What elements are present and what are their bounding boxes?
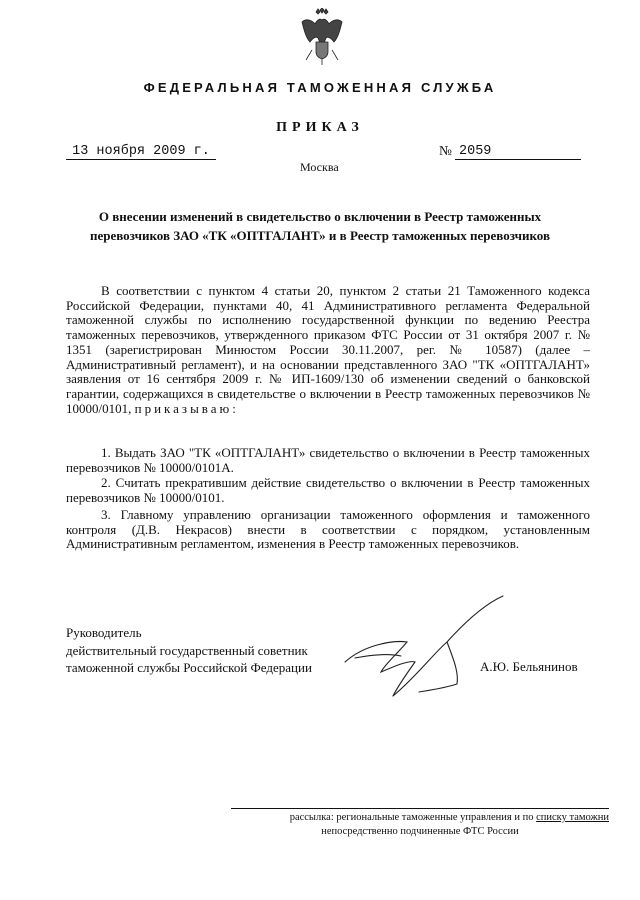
preamble-text: В соответствии с пунктом 4 статьи 20, пунктом 2 статьи 21 Таможенного кодекса Российской Федерации, пунктами 40, 41 Административного регламента Федеральной таможенной службы по исполнению государственной функции по ведению Реестра таможенных перевозчиков, утвержденного приказом ФТС России от 31 октября 2007 г. № 1351 (зарегистрирован Минюстом России 30.11.2007, рег. № 10587) (далее – Административный регламент), и на основании представленного ЗАО "ТК «ОПТГАЛАНТ» заявления от 16 сентября 2009 г. № ИП-1609/130 об изменении сведений о банковской гарантии, содержащихся в свидетельстве о включении в Реестр таможенных перевозчиков № 10000/0101, [66,283,590,416]
order-item-3: 3. Главному управлению организации таможенного оформления и таможенного контроля (Д.В. Некрасов) внести в соответствии с порядком, установленным Административным регламентом, изменения в Реестр таможенных перевозчиков. [66,507,590,552]
signatory-role-line-2: действительный государственный советник [66,642,308,658]
order-word: приказываю: [134,400,239,416]
order-number: 2059 [455,144,581,160]
distribution-link: списку таможни [536,812,609,823]
order-date: 13 ноября 2009 г. [66,144,216,160]
order-item-1: 1. Выдать ЗАО "ТК «ОПТГАЛАНТ» свидетельство о включении в Реестр таможенных перевозчиков № 10000/0101А. [66,445,590,475]
signatory-role-line-3: таможенной службы Российской Федерации [66,660,312,675]
order-subject-line-2: перевозчиков ЗАО «ТК «ОПТГАЛАНТ» и в Реестр таможенных перевозчиков [89,228,551,243]
preamble-paragraph [66,284,590,416]
order-item-2: 2. Считать прекратившим действие свидетельство о включении в Реестр таможенных перевозчиков № 10000/0101. [66,475,590,505]
distribution-text: рассылка: региональные таможенные управления и по [289,812,537,823]
document-title: ПРИКАЗ [276,120,364,135]
distribution-divider [231,808,609,809]
order-subject-line-1: О внесении изменений в свидетельство о включении в Реестр таможенных [98,209,542,224]
agency-title: ФЕДЕРАЛЬНАЯ ТАМОЖЕННАЯ СЛУЖБА [143,80,497,95]
order-subject [40,207,600,245]
city: Москва [300,160,339,174]
distribution-list [231,811,609,839]
order-number-label: № [439,143,452,158]
signer-name: А.Ю. Бельянинов [480,659,578,674]
distribution-line-2: непосредственно подчиненные ФТС России [321,826,519,837]
handwritten-signature-icon [335,592,525,712]
signatory-role-line-1: Руководитель [66,625,142,640]
double-headed-eagle-emblem-icon [298,8,346,66]
signatory-position [66,624,312,677]
